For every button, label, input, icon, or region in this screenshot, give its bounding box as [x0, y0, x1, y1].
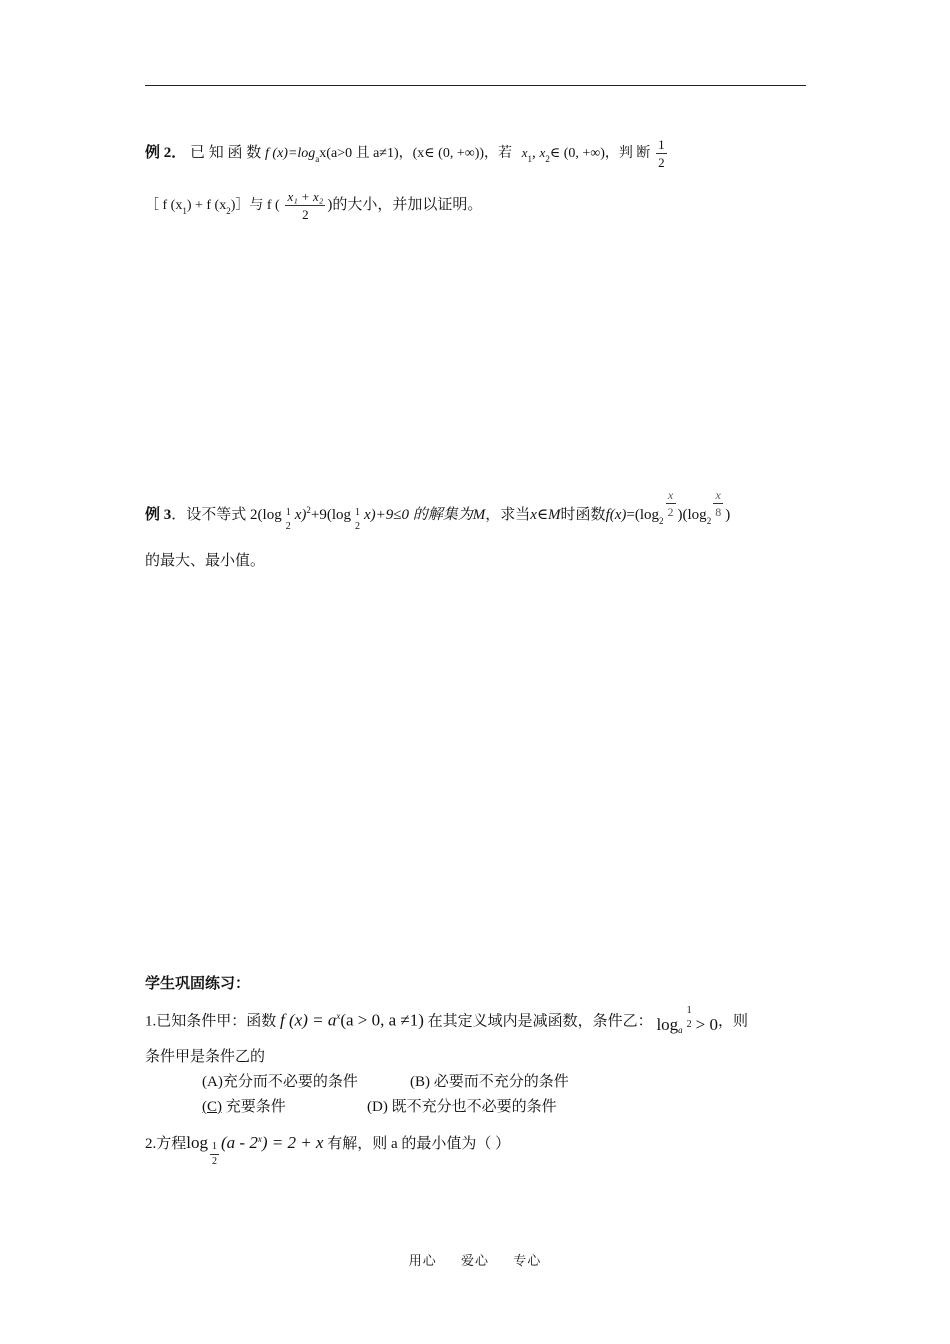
q1-option-a: (A)充分而不必要的条件: [202, 1074, 358, 1090]
example3-text-d: x)+9≤0 的解集为: [363, 506, 473, 523]
example2-line2: [145, 190, 482, 221]
example2-x1-sub: 1: [527, 153, 533, 164]
q1-half-num: 1: [686, 1005, 692, 1016]
q2-line: [145, 1132, 511, 1167]
q2-base-num: 1: [210, 1142, 219, 1155]
example3-text-i: )(log: [677, 506, 707, 523]
page-footer: [0, 1250, 950, 1269]
example2-x2: x: [539, 144, 546, 160]
example2-half-fraction: [656, 138, 667, 169]
q2-tail: 有解，则 a 的最小值为（ ）: [327, 1135, 511, 1152]
example2-half-den: 2: [658, 155, 665, 170]
q1-log: log: [656, 1015, 679, 1035]
footer-word-2: 爱心: [460, 1253, 489, 1268]
footer-word-3: 专心: [513, 1253, 542, 1268]
example3-frac2-num: x: [713, 489, 723, 504]
q1-half: [685, 1006, 694, 1030]
practice-heading: 学生巩固练习：: [145, 976, 251, 992]
example2-mean-num: x₁ + x₂: [287, 189, 324, 204]
q1-mid: 在其定义域内是减函数，条件乙：: [427, 1013, 653, 1030]
example3-base2: [353, 508, 362, 532]
example3-frac2-den: 8: [715, 505, 722, 519]
q1-tail: ，则: [718, 1013, 749, 1030]
q1-lead: 1.已知条件甲：函数: [145, 1013, 277, 1030]
q1-option-c: [202, 1097, 286, 1117]
example2-line1: [145, 138, 669, 169]
example2-condition: x(a>0 且 a≠1)，(x∈ (0, +∞))，若: [319, 145, 513, 161]
example3-text-j: ): [725, 506, 731, 523]
example2-f-x2: ) + f (x: [186, 197, 227, 213]
example3-text-b: x): [294, 506, 307, 523]
example3-frac-x-2: [666, 489, 676, 518]
example3-M: M: [472, 506, 486, 523]
example3-fx: f(x): [605, 506, 627, 523]
q2-base-den: 2: [212, 1156, 217, 1167]
q2-expr-sup: x: [257, 1133, 262, 1144]
example2-sep: ,: [532, 144, 536, 161]
q2-log: log: [186, 1132, 208, 1152]
q2-expr-rhs: ) = 2 + x: [261, 1132, 324, 1152]
example2-function: f (x)=log: [265, 145, 316, 161]
example2-domain: ∈ (0, +∞)，判 断: [549, 145, 651, 161]
example3-x: x: [530, 506, 537, 523]
header-rule: [145, 85, 806, 86]
example3-frac1-den: 2: [667, 505, 674, 519]
q1-option-c-letter: (C): [202, 1099, 222, 1115]
example3-in: ∈: [536, 506, 549, 523]
example3-base1-num: 1: [285, 506, 291, 518]
example3-base1-den: 2: [285, 520, 291, 532]
example2-mean-den: 2: [302, 207, 309, 222]
example3-M2: M: [548, 506, 561, 523]
example2-x2-sub: 2: [545, 153, 550, 164]
q1-option-b: (B) 必要而不充分的条件: [410, 1074, 569, 1090]
q1-log-base: a: [678, 1025, 683, 1036]
example3-base2-num: 1: [354, 506, 360, 518]
example3-frac-x-8: [713, 489, 723, 518]
q1-line1: [145, 1005, 749, 1036]
example3-line2: 的最大、最小值。: [145, 553, 266, 569]
example3-text-h: =(log: [626, 506, 660, 523]
example2-f-x2-sub: 2: [226, 205, 231, 216]
q1-option-c-text: 充要条件: [222, 1099, 286, 1115]
example3-base1: [284, 508, 293, 532]
q1-line2: 条件甲是条件乙的: [145, 1049, 266, 1065]
example3-dot: ．: [171, 506, 187, 523]
q1-gt: > 0: [695, 1015, 719, 1035]
q2-lead: 2.方程: [145, 1135, 187, 1152]
q2-log-base: [210, 1142, 219, 1167]
q1-formula: f (x) = a: [280, 1010, 337, 1030]
q1-formula-sup: x: [336, 1011, 341, 1022]
example2-half-num: 1: [658, 137, 665, 152]
q1-formula-cond: (a > 0, a ≠1): [340, 1010, 424, 1030]
example3-frac1-num: x: [666, 489, 676, 504]
example3-text-e: ，求当: [485, 506, 531, 523]
footer-word-1: 用心: [408, 1253, 437, 1268]
example3-log-base2: 2: [706, 515, 712, 526]
example2-intro: 已 知 函 数: [190, 144, 262, 161]
example2-log-base: a: [315, 153, 320, 164]
example3-text-g: 时函数: [560, 506, 606, 523]
example2-f-x1: ［ f (x: [145, 197, 183, 213]
example2-label: 例 2．: [145, 144, 187, 161]
q2-expr: (a - 2: [221, 1132, 258, 1152]
example3-base2-den: 2: [354, 520, 360, 532]
q1-option-d: (D) 既不充分也不必要的条件: [367, 1099, 557, 1115]
example2-compare: )］与 f (: [230, 197, 280, 213]
example3-log-base: 2: [659, 515, 664, 526]
example2-f-x1-sub: 1: [182, 205, 187, 216]
example3-text-c: +9(log: [310, 506, 351, 523]
example3-text-a: 设不等式 2(log: [186, 506, 282, 523]
example2-x1: x: [521, 144, 528, 160]
example3-square: 2: [306, 504, 311, 515]
example3-line1: [145, 488, 731, 532]
example3-label: 例 3: [145, 506, 172, 523]
q1-half-den: 2: [686, 1019, 692, 1030]
example2-mean-fraction: [285, 190, 325, 221]
example2-ending: )的大小，并加以证明。: [327, 196, 483, 213]
